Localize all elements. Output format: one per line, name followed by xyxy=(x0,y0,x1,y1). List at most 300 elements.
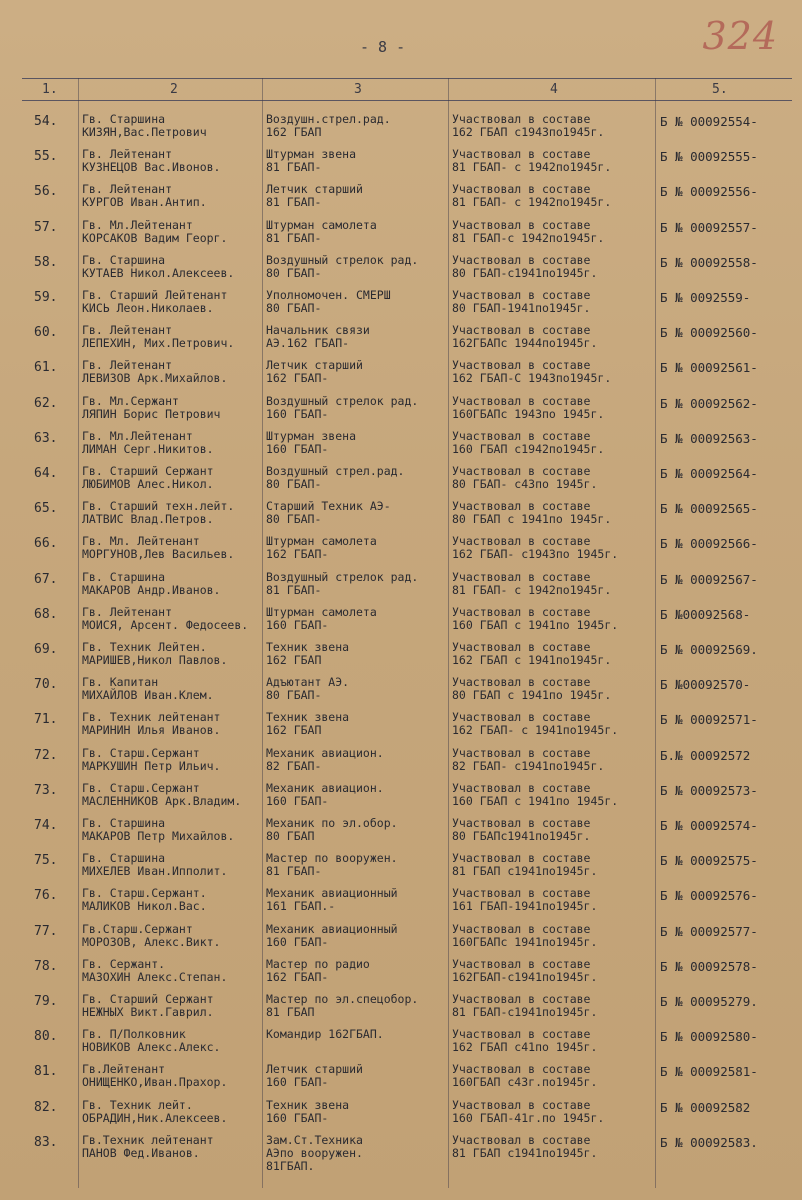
person-cell-name: ЛАТВИС Влад.Петров. xyxy=(82,512,214,527)
position-cell-position: Техник звена xyxy=(266,1098,350,1112)
service-cell xyxy=(452,1028,652,1054)
award-number-award: Б № 00092554- xyxy=(660,115,758,128)
service-cell-service2: 162 ГБАП с41по 1945г. xyxy=(452,1040,598,1055)
service-cell-service1: Участвовал в составе xyxy=(452,1098,591,1112)
award-number-award: Б № 00092574- xyxy=(660,819,758,832)
service-cell-service1: Участвовал в составе xyxy=(452,1063,591,1077)
person-cell-name: МИХЕЛЕВ Иван.Ипполит. xyxy=(82,864,228,879)
service-cell xyxy=(452,289,652,315)
archive-number: 324 xyxy=(702,14,778,58)
person-cell-name: МАРИШЕВ,Никол Павлов. xyxy=(82,653,228,667)
position-cell-position: Воздушный стрел.рад. xyxy=(266,465,405,478)
table-row xyxy=(0,1063,802,1097)
person-cell-name: ЛЕВИЗОВ Арк.Михайлов. xyxy=(82,371,228,386)
person-cell-rank: Гв. П/Полковник xyxy=(82,1028,186,1042)
person-cell xyxy=(82,254,260,280)
person-cell-rank: Гв. Старший техн.лейт. xyxy=(82,500,235,514)
position-cell xyxy=(266,1028,446,1041)
person-cell xyxy=(82,113,260,139)
position-cell xyxy=(266,500,446,526)
service-cell xyxy=(452,395,652,421)
position-cell-position: Механик авиационный xyxy=(266,922,398,936)
column-header-4: 4 xyxy=(550,82,558,97)
service-cell-service2: 81 ГБАП- с 1942по1945г. xyxy=(452,582,612,597)
row-number-num: 61. xyxy=(34,361,58,375)
row-number-num: 54. xyxy=(34,115,58,128)
position-cell xyxy=(266,817,446,843)
person-cell-name: МАРКУШИН Петр Ильич. xyxy=(82,758,221,773)
service-cell-service1: Участвовал в составе xyxy=(452,465,591,478)
award-number-award: Б № 00092560- xyxy=(660,326,758,340)
table-row xyxy=(0,359,802,393)
service-cell-service2: 80 ГБАПс1941по1945г. xyxy=(452,829,591,843)
person-cell xyxy=(82,676,260,702)
person-cell xyxy=(82,359,260,385)
person-cell-name: МАСЛЕННИКОВ Арк.Владим. xyxy=(82,793,242,808)
award-number xyxy=(660,608,795,621)
table-row xyxy=(0,1099,802,1133)
service-cell-service2: 80 ГБАП с 1941по 1945г. xyxy=(452,688,612,703)
award-number-award: Б № 00092566- xyxy=(660,537,758,551)
award-number-award: Б № 00092562- xyxy=(660,396,758,410)
person-cell-rank: Гв. Старший Сержант xyxy=(82,465,214,478)
person-cell-rank: Гв. Старш.Сержант xyxy=(82,746,200,760)
position-cell xyxy=(266,289,446,315)
service-cell-service2: 80 ГБАП-1941по1945г. xyxy=(452,301,591,315)
award-number xyxy=(660,467,795,480)
row-number-num: 64. xyxy=(34,467,58,480)
person-cell-rank: Гв. Старш.Сержант xyxy=(82,781,200,795)
service-cell-service2: 161 ГБАП-1941по1945г. xyxy=(452,899,598,914)
row-number xyxy=(34,432,78,445)
person-cell-rank: Гв. Техник Лейтен. xyxy=(82,641,207,654)
row-number-num: 56. xyxy=(34,185,58,199)
position-cell xyxy=(266,887,446,913)
award-number-award: Б № 00092571- xyxy=(660,713,758,727)
row-number-num: 60. xyxy=(34,326,58,340)
row-number xyxy=(34,537,78,550)
service-cell-service2: 162 ГБАП с 1941по1945г. xyxy=(452,653,612,667)
person-cell xyxy=(82,923,260,949)
person-cell-rank: Гв. Лейтенант xyxy=(82,359,173,373)
person-cell xyxy=(82,395,260,421)
person-cell-rank: Гв. Старшина xyxy=(82,817,166,830)
service-cell xyxy=(452,711,652,737)
service-cell-service1: Участвовал в составе xyxy=(452,887,591,901)
person-cell-rank: Гв. Старшина xyxy=(82,570,166,584)
award-number xyxy=(660,115,795,128)
person-cell-name: МАРИНИН Илья Иванов. xyxy=(82,723,221,738)
position-cell xyxy=(266,465,446,491)
award-number xyxy=(660,573,795,586)
position-cell xyxy=(266,676,446,702)
award-number xyxy=(660,1101,795,1114)
service-cell-service1: Участвовал в составе xyxy=(452,429,591,443)
award-number xyxy=(660,925,795,938)
position-cell-unit: 80 ГБАП- xyxy=(266,688,322,703)
award-number-award: Б № 00092569. xyxy=(660,643,758,656)
award-number xyxy=(660,678,795,691)
person-cell xyxy=(82,465,260,491)
person-cell-name: ЛЮБИМОВ Алес.Никол. xyxy=(82,477,214,491)
service-cell-service2: 162 ГБАП-С 1943по1945г. xyxy=(452,371,612,386)
person-cell-rank: Гв. Мл.Сержант xyxy=(82,394,179,408)
service-cell-service2: 80 ГБАП- с43по 1945г. xyxy=(452,477,598,491)
position-cell-unit: 81 ГБАП- xyxy=(266,582,322,597)
person-cell xyxy=(82,747,260,773)
service-cell-service2: 162 ГБАП с1943по1945г. xyxy=(452,125,605,139)
award-number-award: Б №00092568- xyxy=(660,607,751,621)
person-cell-name: КОРСАКОВ Вадим Георг. xyxy=(82,230,228,245)
row-number xyxy=(34,221,78,234)
position-cell-position: Штурман самолета xyxy=(266,605,377,619)
position-cell-position: Зам.Ст.Техника xyxy=(266,1133,363,1147)
table-row xyxy=(0,500,802,534)
row-number-num: 67. xyxy=(34,572,58,586)
position-cell-unit: 160 ГБАП- xyxy=(266,1075,329,1090)
row-number-num: 66. xyxy=(34,537,58,551)
row-number-num: 58. xyxy=(34,255,58,269)
service-cell-service1: Участвовал в составе xyxy=(452,641,591,654)
row-number xyxy=(34,925,78,938)
position-cell-position: Мастер по вооружен. xyxy=(266,852,398,866)
award-number xyxy=(660,960,795,973)
person-cell-name: КУТАЕВ Никол.Алексеев. xyxy=(82,265,235,280)
service-cell-service2: 80 ГБАП с 1941по 1945г. xyxy=(452,512,612,527)
position-cell-position: Мастер по эл.спецобор. xyxy=(266,993,419,1006)
service-cell-service1: Участвовал в составе xyxy=(452,183,591,197)
service-cell xyxy=(452,324,652,350)
position-cell xyxy=(266,1134,446,1173)
table-row xyxy=(0,430,802,464)
service-cell-service1: Участвовал в составе xyxy=(452,218,591,232)
service-cell-service2: 160ГБАПс 1941по1945г. xyxy=(452,934,598,949)
position-cell xyxy=(266,923,446,949)
person-cell xyxy=(82,817,260,843)
award-number xyxy=(660,150,795,163)
person-cell-name: КУЗНЕЦОВ Вас.Ивонов. xyxy=(82,160,221,175)
award-number xyxy=(660,819,795,832)
service-cell-service2: 162ГБАПс 1944по1945г. xyxy=(452,336,598,351)
person-cell-name: НОВИКОВ Алекс.Алекс. xyxy=(82,1040,221,1055)
person-cell-rank: Гв. Лейтенант xyxy=(82,148,173,162)
row-number xyxy=(34,713,78,726)
service-cell xyxy=(452,183,652,209)
table-row xyxy=(0,923,802,957)
award-number xyxy=(660,185,795,198)
person-cell-name: МОИСЯ, Арсент. Федосеев. xyxy=(82,617,249,632)
position-cell xyxy=(266,430,446,456)
service-cell-service2: 162 ГБАП- с1943по 1945г. xyxy=(452,547,619,562)
person-cell-name: КИСЬ Леон.Николаев. xyxy=(82,301,214,315)
row-number-num: 73. xyxy=(34,783,58,797)
person-cell xyxy=(82,183,260,209)
table-row xyxy=(0,747,802,781)
award-number-award: Б № 00092555- xyxy=(660,150,758,164)
person-cell xyxy=(82,606,260,632)
table-row xyxy=(0,676,802,710)
service-cell xyxy=(452,1063,652,1089)
person-cell xyxy=(82,571,260,597)
table-row xyxy=(0,183,802,217)
service-cell-service2: 160 ГБАП с 1941по 1945г. xyxy=(452,617,619,632)
person-cell xyxy=(82,782,260,808)
row-number-num: 74. xyxy=(34,819,58,832)
service-cell-service2: 160ГБАПс 1943по 1945г. xyxy=(452,406,605,421)
service-cell-service2: 80 ГБАП-с1941по1945г. xyxy=(452,265,598,280)
position-cell-position: Летчик старший xyxy=(266,1063,363,1077)
person-cell xyxy=(82,1063,260,1089)
position-cell xyxy=(266,958,446,984)
header-rule-bottom xyxy=(22,100,792,101)
person-cell-name: ОБРАДИН,Ник.Алексеев. xyxy=(82,1110,228,1125)
service-cell-service2: 81 ГБАП- с 1942по1945г. xyxy=(452,195,612,210)
header-rule-top xyxy=(22,78,792,79)
service-cell-service2: 82 ГБАП- с1941по1945г. xyxy=(452,758,605,773)
row-number-num: 62. xyxy=(34,396,58,410)
person-cell xyxy=(82,324,260,350)
table-row xyxy=(0,1028,802,1062)
row-number-num: 70. xyxy=(34,678,58,692)
row-number-num: 81. xyxy=(34,1065,58,1079)
service-cell-service1: Участвовал в составе xyxy=(452,781,591,795)
position-cell xyxy=(266,395,446,421)
award-number-award: Б № 00092582 xyxy=(660,1100,751,1114)
person-cell-rank: Гв.Техник лейтенант xyxy=(82,1133,214,1147)
person-cell-rank: Гв. Старший Лейтенант xyxy=(82,289,228,302)
position-cell-unit: 80 ГБАП- xyxy=(266,301,322,315)
row-number xyxy=(34,784,78,797)
position-cell-unit: 162 ГБАП xyxy=(266,125,322,139)
row-number xyxy=(34,361,78,374)
table-row xyxy=(0,324,802,358)
person-cell-name: КУРГОВ Иван.Антип. xyxy=(82,195,207,210)
position-cell-position: Старший Техник АЭ- xyxy=(266,500,391,514)
service-cell xyxy=(452,1134,652,1160)
service-cell xyxy=(452,852,652,878)
award-number-award: Б № 00092583. xyxy=(660,1135,758,1149)
position-cell-position: Штурман звена xyxy=(266,148,357,162)
service-cell-service2: 81 ГБАП-с 1942по1945г. xyxy=(452,230,605,245)
award-number xyxy=(660,1030,795,1043)
row-number xyxy=(34,291,78,304)
row-number-num: 71. xyxy=(34,713,58,727)
position-cell-unit: 162 ГБАП xyxy=(266,653,322,667)
position-cell-position: Адъютант АЭ. xyxy=(266,676,350,690)
table-row xyxy=(0,395,802,429)
person-cell xyxy=(82,148,260,174)
column-header-2: 2 xyxy=(170,82,178,97)
person-cell xyxy=(82,958,260,984)
row-number xyxy=(34,889,78,902)
person-cell-rank: Гв. Старшина xyxy=(82,852,166,866)
row-number-num: 77. xyxy=(34,924,58,938)
row-number-num: 63. xyxy=(34,431,58,445)
table-row xyxy=(0,852,802,886)
service-cell xyxy=(452,359,652,385)
position-cell-unit: 81 ГБАП- xyxy=(266,864,322,879)
person-cell-name: МИХАЙЛОВ Иван.Клем. xyxy=(82,688,214,703)
award-number-award: Б № 00092576- xyxy=(660,889,758,903)
position-cell-position: Воздушный стрелок рад. xyxy=(266,394,419,408)
award-number-award: Б № 00092558- xyxy=(660,255,758,269)
award-number xyxy=(660,1136,795,1149)
position-cell xyxy=(266,852,446,878)
award-number xyxy=(660,713,795,726)
service-cell-service2: 81 ГБАП с1941по1945г. xyxy=(452,1145,598,1160)
service-cell-service1: Участвовал в составе xyxy=(452,359,591,373)
service-cell-service2: 162ГБАП-с1941по1945г. xyxy=(452,969,598,984)
row-number xyxy=(34,467,78,480)
row-number-num: 79. xyxy=(34,995,58,1008)
position-cell xyxy=(266,254,446,280)
position-cell-position: Уполномочен. СМЕРШ xyxy=(266,289,391,302)
column-header-5: 5. xyxy=(712,82,728,97)
service-cell xyxy=(452,219,652,245)
position-cell-unit: 81 ГБАП- xyxy=(266,230,322,245)
person-cell-rank: Гв. Старш.Сержант. xyxy=(82,887,207,901)
award-number-award: Б № 00092565- xyxy=(660,502,758,516)
row-number xyxy=(34,256,78,269)
position-cell-unit: 160 ГБАП- xyxy=(266,441,329,456)
position-cell-unit: 162 ГБАП- xyxy=(266,547,329,562)
position-cell xyxy=(266,183,446,209)
row-number xyxy=(34,326,78,339)
row-number xyxy=(34,854,78,867)
service-cell xyxy=(452,641,652,667)
person-cell-rank: Гв. Капитан xyxy=(82,676,159,690)
position-cell-unit: 80 ГБАП- xyxy=(266,477,322,491)
person-cell-rank: Гв. Мл. Лейтенант xyxy=(82,535,200,549)
column-header-1: 1. xyxy=(42,82,58,97)
award-number xyxy=(660,432,795,445)
position-cell-unit: АЭ.162 ГБАП- xyxy=(266,336,350,351)
service-cell-service2: 81 ГБАП-с1941по1945г. xyxy=(452,1005,598,1019)
service-cell-service1: Участвовал в составе xyxy=(452,1133,591,1147)
service-cell xyxy=(452,747,652,773)
award-number xyxy=(660,643,795,656)
position-cell-position: Воздушный стрелок рад. xyxy=(266,570,419,584)
award-number-award: Б № 00092577- xyxy=(660,924,758,938)
service-cell-service1: Участвовал в составе xyxy=(452,676,591,690)
award-number xyxy=(660,326,795,339)
table-row xyxy=(0,465,802,499)
position-cell xyxy=(266,711,446,737)
person-cell-rank: Гв. Старшина xyxy=(82,113,166,126)
person-cell-name: МОРОЗОВ, Алекс.Викт. xyxy=(82,934,221,949)
service-cell xyxy=(452,535,652,561)
award-number xyxy=(660,1065,795,1078)
person-cell-rank: Гв. Сержант. xyxy=(82,957,166,971)
award-number-award: Б №00092570- xyxy=(660,678,751,692)
table-row xyxy=(0,782,802,816)
position-cell-position: Начальник связи xyxy=(266,324,370,338)
position-cell-position: Штурман звена xyxy=(266,429,357,443)
position-cell-position: Штурман самолета xyxy=(266,218,377,232)
row-number xyxy=(34,573,78,586)
position-cell-position: Летчик старший xyxy=(266,359,363,373)
person-cell-rank: Гв. Техник лейт. xyxy=(82,1098,193,1112)
position-cell-position: Штурман самолета xyxy=(266,535,377,549)
person-cell-rank: Гв. Старшина xyxy=(82,253,166,267)
award-number xyxy=(660,397,795,410)
award-number-award: Б № 00092556- xyxy=(660,185,758,199)
service-cell-service1: Участвовал в составе xyxy=(452,253,591,267)
person-cell-rank: Гв.Старш.Сержант xyxy=(82,922,193,936)
service-cell-service1: Участвовал в составе xyxy=(452,394,591,408)
row-number-num: 59. xyxy=(34,291,58,304)
service-cell xyxy=(452,817,652,843)
row-number xyxy=(34,643,78,656)
person-cell-name: ЛИМАН Серг.Никитов. xyxy=(82,441,214,456)
position-cell-position: Воздушн.стрел.рад. xyxy=(266,113,391,126)
page-number: - 8 - xyxy=(360,38,406,56)
table-row xyxy=(0,711,802,745)
person-cell xyxy=(82,219,260,245)
position-cell-unit: 80 ГБАП- xyxy=(266,265,322,280)
position-cell-unit: 162 ГБАП xyxy=(266,723,322,738)
award-number xyxy=(660,749,795,762)
person-cell xyxy=(82,852,260,878)
award-number xyxy=(660,537,795,550)
award-number xyxy=(660,889,795,902)
award-number xyxy=(660,221,795,234)
service-cell xyxy=(452,148,652,174)
table-row xyxy=(0,993,802,1027)
award-number-award: Б.№ 00092572 xyxy=(660,748,751,762)
service-cell-service1: Участвовал в составе xyxy=(452,852,591,866)
service-cell xyxy=(452,958,652,984)
row-number xyxy=(34,960,78,973)
award-number xyxy=(660,256,795,269)
position-cell xyxy=(266,606,446,632)
person-cell-name: МАЛИКОВ Никол.Вас. xyxy=(82,899,207,914)
person-cell-rank: Гв. Мл.Лейтенант xyxy=(82,218,193,232)
service-cell-service1: Участвовал в составе xyxy=(452,957,591,971)
award-number-award: Б № 00095279. xyxy=(660,995,758,1008)
service-cell-service1: Участвовал в составе xyxy=(452,148,591,162)
position-cell-unit: 80 ГБАП- xyxy=(266,512,322,527)
row-number xyxy=(34,185,78,198)
position-cell-position: Механик по эл.обор. xyxy=(266,817,398,830)
service-cell-service1: Участвовал в составе xyxy=(452,535,591,549)
position-cell-position: Командир 162ГБАП. xyxy=(266,1028,384,1042)
person-cell xyxy=(82,711,260,737)
award-number-award: Б № 00092580- xyxy=(660,1030,758,1044)
table-row xyxy=(0,1133,802,1173)
service-cell-service1: Участвовал в составе xyxy=(452,500,591,514)
person-cell-name: МАЗОХИН Алекс.Степан. xyxy=(82,969,228,984)
table-row xyxy=(0,254,802,288)
position-cell-unit: 160 ГБАП- xyxy=(266,406,329,421)
position-cell xyxy=(266,359,446,385)
service-cell-service1: Участвовал в составе xyxy=(452,922,591,936)
position-cell-unit: 81 ГБАП- xyxy=(266,160,322,175)
position-cell-position: Техник звена xyxy=(266,711,350,725)
service-cell xyxy=(452,500,652,526)
position-cell xyxy=(266,324,446,350)
person-cell-name: НЕЖНЫХ Викт.Гаврил. xyxy=(82,1005,214,1019)
position-cell-position: Воздушный стрелок рад. xyxy=(266,253,419,267)
table-row xyxy=(0,113,802,147)
award-number xyxy=(660,502,795,515)
award-number xyxy=(660,784,795,797)
position-cell xyxy=(266,747,446,773)
position-cell-unit: 160 ГБАП- xyxy=(266,1110,329,1125)
row-number xyxy=(34,608,78,621)
row-number-num: 65. xyxy=(34,502,58,516)
position-cell xyxy=(266,148,446,174)
